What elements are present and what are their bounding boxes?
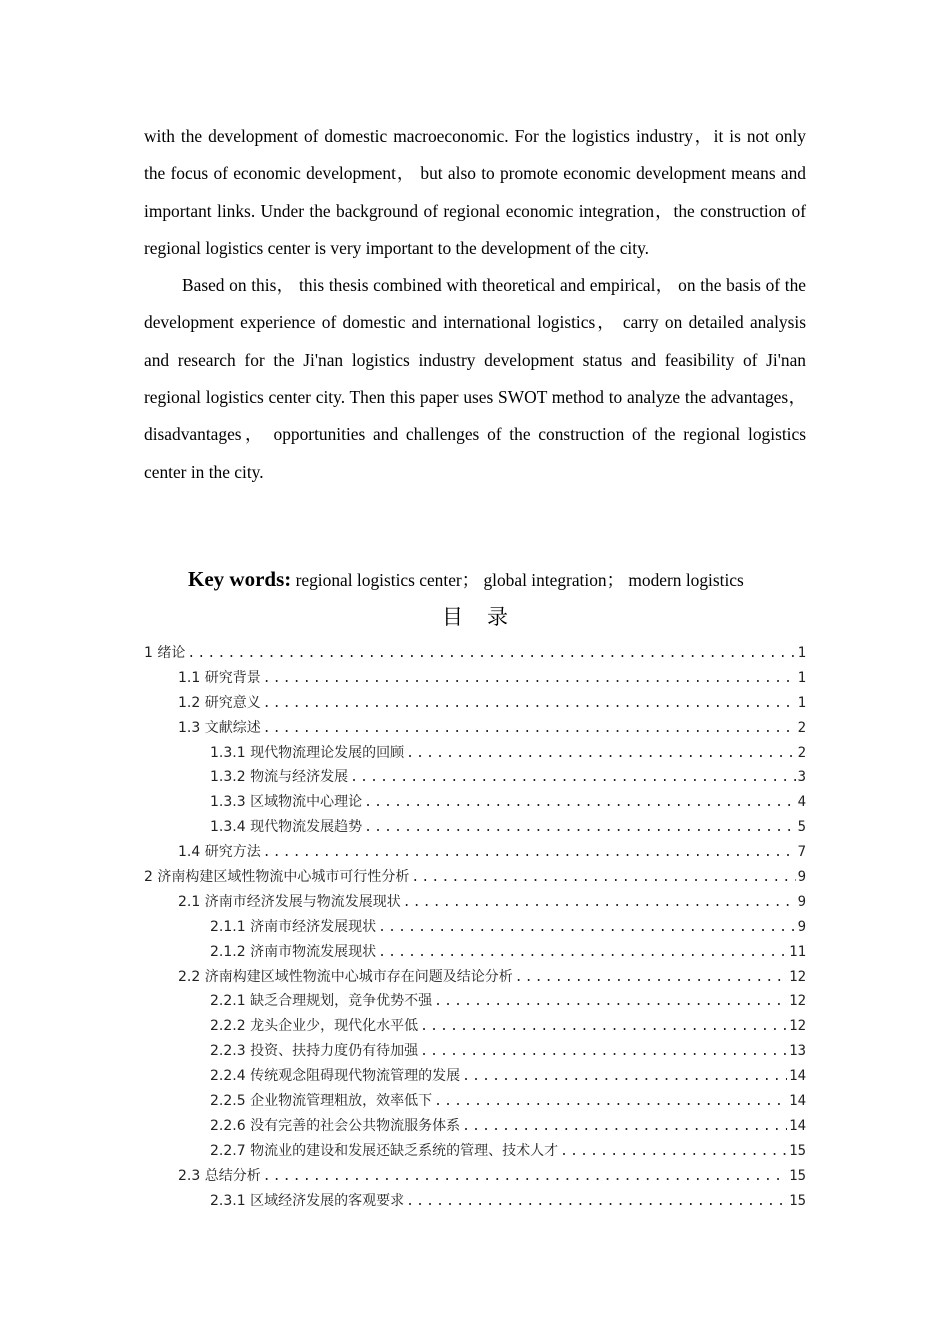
- toc-leader-dots: [411, 866, 795, 890]
- toc-entry[interactable]: [144, 741, 806, 766]
- abstract-paragraph: Based on this， this thesis combined with theoretical and empirical， on the basis of the development experience of domestic and international logistics， carry on detailed analysis and research for the Ji'nan logistics industry development status and feasibility of Ji'nan regional logistics center city. Then this paper uses SWOT method to analyze the advantages， disadvantages， opportunities and challenges of the construction of the regional logistics center in the city.: [144, 275, 806, 482]
- toc-entry-label: 2.1 济南市经济发展与物流发展现状: [178, 893, 401, 910]
- toc-page-number: 7: [797, 844, 806, 861]
- toc-page-number: 2: [797, 719, 806, 736]
- toc-entry-label: 2.2.2 龙头企业少，现代化水平低: [210, 1018, 419, 1035]
- toc-page-number: 15: [789, 1167, 806, 1184]
- toc-entry-label: 2.2 济南构建区域性物流中心城市存在问题及结论分析: [178, 968, 513, 985]
- toc-entry[interactable]: [144, 716, 806, 741]
- toc-leader-dots: [403, 891, 796, 915]
- toc-entry[interactable]: [144, 915, 806, 940]
- toc-leader-dots: [263, 717, 796, 741]
- toc-entry-label: 2.2.3 投资、扶持力度仍有待加强: [210, 1043, 419, 1060]
- toc-entry-label: 2 济南构建区域性物流中心城市可行性分析: [144, 869, 410, 886]
- toc-entry[interactable]: [144, 840, 806, 865]
- toc-entry-label: 1.3 文献综述: [178, 719, 261, 736]
- toc-entry-label: 1.2 研究意义: [178, 694, 261, 711]
- toc-entry[interactable]: [144, 1039, 806, 1064]
- toc-leader-dots: [350, 766, 795, 790]
- toc-entry[interactable]: [144, 691, 806, 716]
- toc-leader-dots: [263, 667, 796, 691]
- toc-entry[interactable]: [144, 666, 806, 691]
- toc-entry[interactable]: [144, 815, 806, 840]
- toc-entry-label: 1.3.2 物流与经济发展: [210, 769, 349, 786]
- toc-entry-label: 2.2.1 缺乏合理规划，竞争优势不强: [210, 993, 433, 1010]
- toc-leader-dots: [420, 1015, 787, 1039]
- toc-title: 目录: [442, 605, 532, 629]
- keywords-text: regional logistics center； global integration； modern logistics: [291, 570, 744, 590]
- toc-leader-dots: [187, 642, 795, 666]
- toc-entry-label: 2.2.6 没有完善的社会公共物流服务体系: [210, 1117, 461, 1134]
- toc-leader-dots: [434, 1090, 787, 1114]
- toc-entry[interactable]: [144, 890, 806, 915]
- toc-entry[interactable]: [144, 1114, 806, 1139]
- toc-entry[interactable]: [144, 1164, 806, 1189]
- toc-entry-label: 2.2.7 物流业的建设和发展还缺乏系统的管理、技术人才: [210, 1142, 559, 1159]
- toc-entry[interactable]: [144, 1139, 806, 1164]
- toc-entry[interactable]: [144, 940, 806, 965]
- toc-entry-label: 2.3 总结分析: [178, 1167, 261, 1184]
- toc-leader-dots: [515, 966, 787, 990]
- toc-leader-dots: [378, 916, 795, 940]
- toc-leader-dots: [434, 990, 787, 1014]
- toc-entry-label: 1.3.3 区域物流中心理论: [210, 794, 363, 811]
- toc-leader-dots: [420, 1040, 787, 1064]
- toc-page-number: 9: [797, 918, 806, 935]
- toc-leader-dots: [263, 841, 796, 865]
- toc-page-number: 1: [797, 645, 806, 661]
- toc-entry[interactable]: [144, 1089, 806, 1114]
- toc-leader-dots: [378, 941, 787, 965]
- toc-leader-dots: [560, 1140, 787, 1164]
- toc-page-number: 12: [789, 993, 806, 1010]
- toc-leader-dots: [406, 1190, 787, 1214]
- toc-leader-dots: [406, 742, 795, 766]
- toc-page-number: 9: [797, 869, 806, 886]
- toc-entry[interactable]: [144, 865, 806, 890]
- toc-page-number: 9: [797, 893, 806, 910]
- abstract-paragraph: with the development of domestic macroeconomic. For the logistics industry，it is not only the focus of economic development， but also to promote economic development means and important links. Under the background of regional economic integration，the construction of regional logistics center is very important to the development of the city.: [144, 126, 806, 258]
- toc-page-number: 3: [797, 769, 806, 786]
- toc-page-number: 2: [797, 744, 806, 761]
- toc-entry-label: 1.3.1 现代物流理论发展的回顾: [210, 744, 405, 761]
- toc-leader-dots: [462, 1115, 787, 1139]
- toc-entry[interactable]: [144, 765, 806, 790]
- keywords-line: [188, 564, 828, 595]
- toc-page-number: 12: [789, 968, 806, 985]
- toc-entry-label: 2.2.4 传统观念阻碍现代物流管理的发展: [210, 1068, 461, 1085]
- toc-leader-dots: [263, 1165, 787, 1189]
- table-of-contents: [144, 641, 806, 1213]
- toc-entry-label: 1.4 研究方法: [178, 844, 261, 861]
- toc-entry-label: 2.2.5 企业物流管理粗放，效率低下: [210, 1093, 433, 1110]
- toc-entry-label: 1 绪论: [144, 645, 186, 661]
- toc-page-number: 14: [789, 1068, 806, 1085]
- toc-entry[interactable]: [144, 1014, 806, 1039]
- toc-entry-label: 2.3.1 区域经济发展的客观要求: [210, 1192, 405, 1209]
- toc-entry[interactable]: [144, 1189, 806, 1214]
- toc-page-number: 12: [789, 1018, 806, 1035]
- toc-entry-label: 2.1.2 济南市物流发展现状: [210, 943, 377, 960]
- toc-page-number: 1: [797, 669, 806, 686]
- toc-page-number: 11: [789, 943, 806, 960]
- toc-entry[interactable]: [144, 965, 806, 990]
- toc-page-number: 4: [797, 794, 806, 811]
- toc-leader-dots: [263, 692, 796, 716]
- toc-leader-dots: [462, 1065, 787, 1089]
- toc-page-number: 5: [797, 819, 806, 836]
- toc-entry-label: 1.3.4 现代物流发展趋势: [210, 819, 363, 836]
- toc-entry[interactable]: [144, 641, 806, 666]
- toc-entry[interactable]: [144, 989, 806, 1014]
- toc-page-number: 1: [797, 694, 806, 711]
- toc-leader-dots: [364, 791, 795, 815]
- keywords-label: Key words:: [188, 567, 292, 591]
- toc-page-number: 14: [789, 1117, 806, 1134]
- toc-page-number: 15: [789, 1192, 806, 1209]
- toc-page-number: 15: [789, 1142, 806, 1159]
- toc-entry[interactable]: [144, 1064, 806, 1089]
- toc-leader-dots: [364, 816, 795, 840]
- toc-entry-label: 2.1.1 济南市经济发展现状: [210, 918, 377, 935]
- toc-entry[interactable]: [144, 790, 806, 815]
- abstract-body: [144, 118, 806, 491]
- toc-page-number: 13: [789, 1043, 806, 1060]
- toc-entry-label: 1.1 研究背景: [178, 669, 261, 686]
- toc-page-number: 14: [789, 1093, 806, 1110]
